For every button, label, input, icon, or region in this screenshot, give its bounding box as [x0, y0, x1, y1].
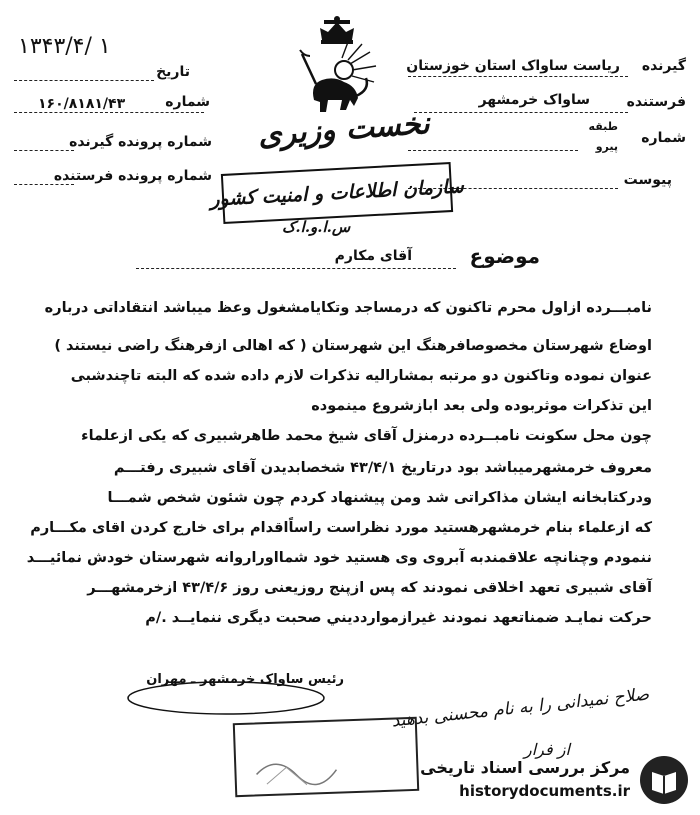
date-label: تاریخ — [156, 64, 190, 80]
number-value: ۱۶۰/۸۱۸۱/۴۳ — [38, 96, 126, 112]
watermark-url: historydocuments.ir — [459, 782, 630, 800]
recipient-label: گیرنده — [641, 58, 686, 74]
body-line-7: ودرکتابخانه ایشان مذاکراتی شد ومن پیشنهاد کردم چون شئون شخص شمـــا — [107, 490, 652, 506]
signature-label: رئیس ساواک خرمشهر ـ مهران — [146, 672, 344, 687]
receipt-stamp-box — [233, 717, 419, 797]
organization-code: س.ا.و.ا.ک — [282, 218, 351, 236]
sender-file-dotted-line — [14, 184, 74, 185]
handwritten-date: ۱۳۴۳/۴/ ۱ — [18, 34, 111, 59]
signature-scribble — [126, 680, 326, 724]
body-line-5: چون محل سکونت نامبــرده درمنزل آقای شیخ محمد طاهرشبیری که یکی ازعلماء — [81, 428, 652, 444]
body-line-2: اوضاع شهرستان مخصوصافرهنگ این شهرستان ( که اهالی ازفرهنگ راضی نیستند ) — [54, 338, 652, 354]
body-line-6: معروف خرمشهرمیباشد بود درتاریخ ۴۳/۴/۱ شخصابدیدن آقای شبیری رفتـــم — [113, 460, 652, 476]
recipient-dotted-line — [408, 76, 628, 77]
number-right-label: شماره — [641, 130, 686, 146]
lion-and-sun-emblem — [292, 14, 382, 124]
handwritten-note: صلاح نمیدانی را به نام محسنی بدهید — [391, 684, 651, 732]
recipient-file-dotted-line — [14, 150, 74, 151]
subject-value: آقای مکارم — [334, 248, 412, 264]
body-line-3: عنوان نموده وتاکنون دو مرتبه بمشارالیه تذکرات لازم داده شده که البته تاچندشبی — [70, 368, 652, 384]
body-line-4: این تذکرات موثربوده ولی بعد ابازشروع مینموده — [311, 398, 652, 414]
date-dotted-line — [14, 80, 154, 81]
sender-value: ساواک خرمشهر — [478, 92, 590, 108]
ministry-title: نخست وزیری — [256, 106, 431, 153]
watermark-title: مرکز بررسی اسناد تاریخی — [420, 758, 630, 777]
body-line-10: آقای شبیری تعهد اخلاقی نمودند که پس ازپنج روزیعنی روز ۴۳/۴/۶ ازخرمشهـــر — [87, 580, 652, 596]
body-line-9: ننمودم وچنانچه علاقمندبه آبروی وی هستید خود شمااوراروانه شهرستان خودش نمائیـــد — [26, 550, 652, 566]
subject-label: موضوع — [469, 244, 540, 268]
body-line-1: نامبـــرده ازاول محرم تاکنون که درمساجد وتکایامشغول وعظ میباشد انتقاداتی درباره — [44, 300, 652, 316]
number-right-sub2: پیرو — [595, 140, 618, 153]
organization-stamp — [209, 162, 465, 224]
number-dotted-line — [14, 112, 204, 113]
faded-stamp-marks — [235, 719, 417, 795]
subject-dotted-line — [136, 268, 456, 269]
attachment-label: پیوست — [623, 172, 672, 188]
sender-dotted-line — [414, 112, 628, 113]
organization-stamp-text: سازمان اطلاعات و امنیت کشور — [209, 175, 465, 211]
watermark — [418, 752, 696, 808]
number-label: شماره — [165, 94, 210, 110]
number-right-sub1: طبقه — [588, 120, 618, 133]
body-line-11: حرکت نمایـد ضمناتعهد نمودند غیرازمواردديني صحبت دیگری ننمایــد ./م — [145, 610, 652, 626]
body-line-8: که ازعلماء بنام خرمشهرهستید مورد نظراست راساًاقدام برای خارج کردن اقای مکـــارم — [30, 520, 652, 536]
sender-file-label: شماره پرونده فرستنده — [53, 168, 212, 184]
number-right-dotted-line — [408, 150, 578, 151]
book-logo-icon — [638, 754, 690, 810]
recipient-value: ریاست ساواک استان خوزستان — [406, 58, 620, 74]
recipient-file-label: شماره پرونده گیرنده — [69, 134, 212, 150]
handwritten-initials: از فرار — [524, 740, 570, 759]
sender-label: فرستنده — [626, 94, 686, 110]
